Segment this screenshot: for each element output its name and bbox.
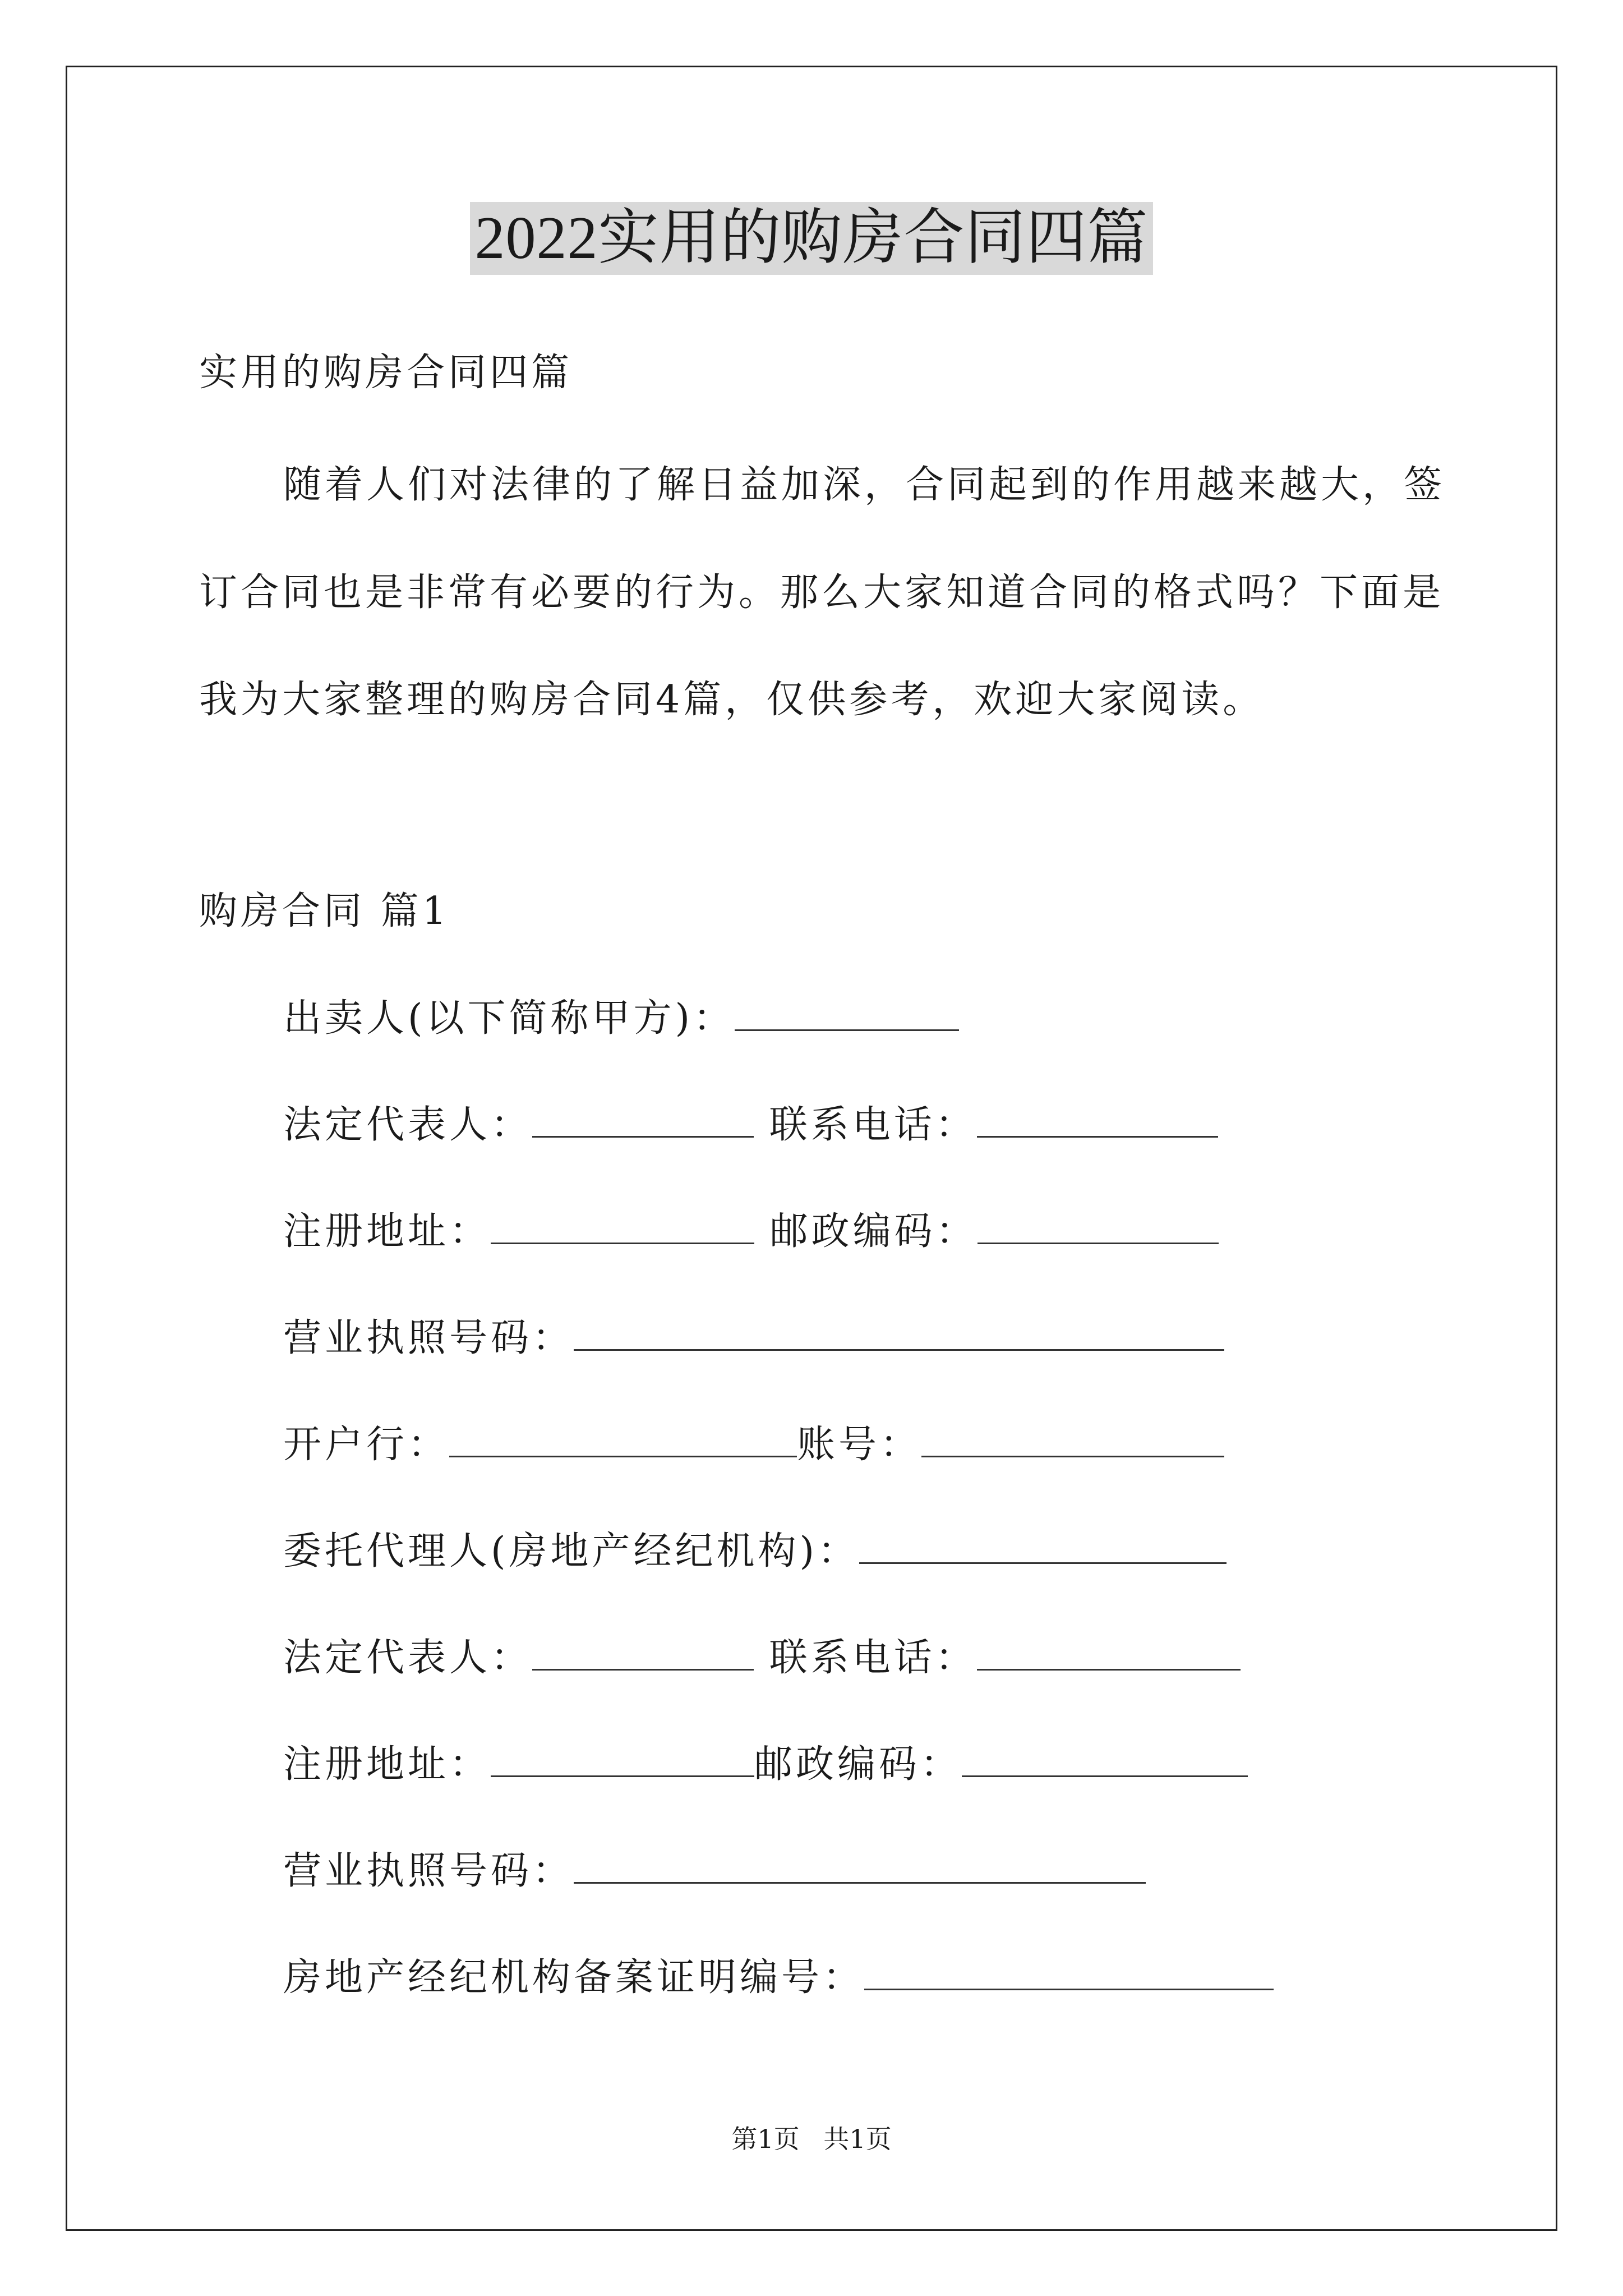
section-heading: 购房合同 篇1 (199, 889, 450, 933)
document-title: 2022实用的购房合同四篇 (470, 202, 1152, 275)
postal-code-blank[interactable] (978, 1209, 1219, 1244)
field-row-legal-rep-1 (283, 1102, 1218, 1148)
phone-blank-2[interactable] (977, 1635, 1241, 1671)
license-label: 营业执照号码： (283, 1316, 574, 1360)
field-row-seller (283, 996, 959, 1041)
agent-blank[interactable] (859, 1529, 1227, 1564)
phone-label: 联系电话： (769, 1103, 977, 1147)
postal-code-label: 邮政编码： (769, 1209, 978, 1254)
account-label: 账号： (797, 1423, 922, 1467)
intro-line-2: 订合同也是非常有必要的行为。那么大家知道合同的格式吗？下面是 (199, 570, 1445, 615)
legal-rep-label: 法定代表人： (283, 1103, 533, 1147)
intro-line-1: 随着人们对法律的了解日益加深，合同起到的作用越来越大，签 (283, 463, 1446, 507)
postal-code-blank-2[interactable] (962, 1742, 1248, 1777)
page-current: 第1页 (731, 2124, 800, 2154)
field-row-legal-rep-2 (283, 1635, 1241, 1681)
agent-label: 委托代理人(房地产经纪机构)： (283, 1529, 860, 1573)
field-row-agent (283, 1529, 1227, 1574)
agency-record-label: 房地产经纪机构备案证明编号： (283, 1955, 865, 2000)
phone-blank[interactable] (977, 1102, 1218, 1138)
seller-label: 出卖人(以下简称甲方)： (283, 996, 735, 1041)
phone-label-2: 联系电话： (769, 1636, 977, 1680)
subtitle: 实用的购房合同四篇 (199, 351, 573, 395)
title-wrap (0, 202, 1623, 275)
field-row-license-1 (283, 1315, 1224, 1361)
account-blank[interactable] (921, 1422, 1224, 1457)
field-row-agency-record (283, 1955, 1274, 2000)
license-label-2: 营业执照号码： (283, 1849, 574, 1893)
bank-label: 开户行： (283, 1423, 450, 1467)
field-row-address-1 (283, 1209, 1219, 1254)
seller-blank[interactable] (735, 996, 959, 1031)
field-row-bank (283, 1422, 1224, 1467)
legal-rep-blank-2[interactable] (532, 1635, 754, 1671)
field-row-address-2 (283, 1742, 1248, 1787)
legal-rep-label-2: 法定代表人： (283, 1636, 533, 1680)
license-blank-2[interactable] (574, 1848, 1146, 1884)
page-total: 共1页 (823, 2124, 892, 2154)
page-footer (0, 2123, 1623, 2155)
field-row-license-2 (283, 1848, 1146, 1894)
legal-rep-blank[interactable] (532, 1102, 754, 1138)
bank-blank[interactable] (449, 1422, 797, 1457)
reg-address-blank[interactable] (491, 1209, 754, 1244)
license-blank[interactable] (574, 1315, 1224, 1351)
intro-line-3: 我为大家整理的购房合同4篇，仅供参考，欢迎大家阅读。 (199, 678, 1265, 722)
agency-record-blank[interactable] (864, 1955, 1274, 1990)
reg-address-blank-2[interactable] (491, 1742, 754, 1777)
reg-address-label: 注册地址： (283, 1209, 491, 1254)
reg-address-label-2: 注册地址： (283, 1742, 491, 1787)
postal-code-label-2: 邮政编码： (754, 1742, 962, 1787)
